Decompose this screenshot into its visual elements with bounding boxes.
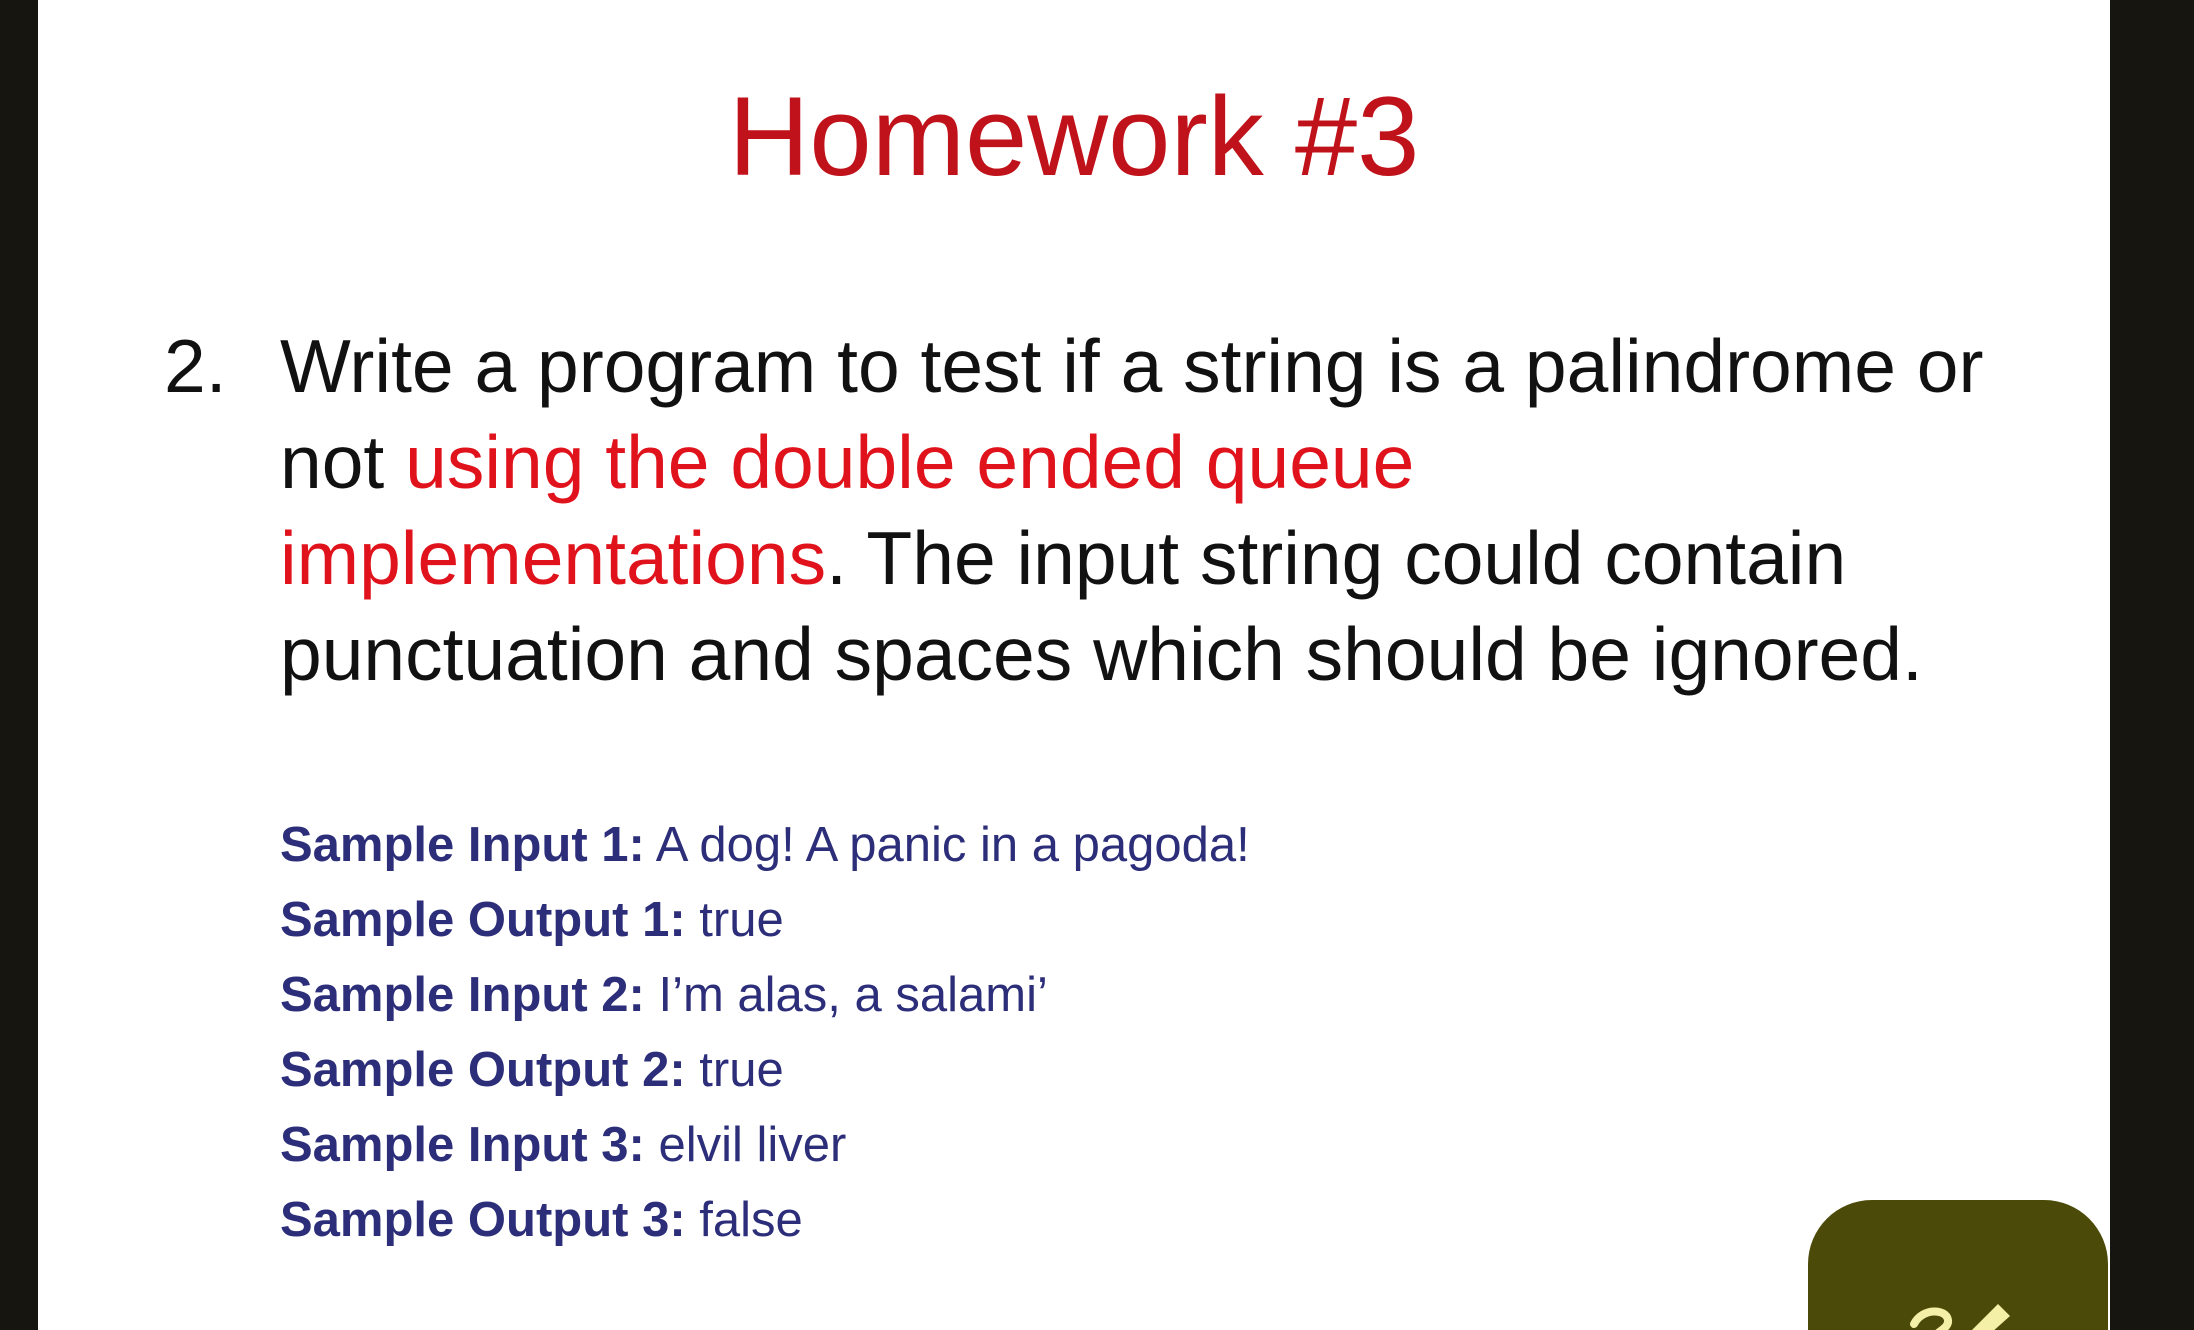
item-text-part1: Write a program to test if a string is a palindrome or not: [280, 324, 1984, 504]
sample-list: [280, 812, 1680, 1262]
slide-title: Homework #3: [728, 74, 1420, 199]
sample-value: true: [699, 893, 784, 947]
item-text-part2: . The input string could contain punctuation and spaces which should be ignored.: [280, 516, 1923, 696]
sample-line: [280, 887, 1680, 962]
sample-line: [280, 1187, 1680, 1262]
sample-line: [280, 1037, 1680, 1112]
edit-pen-icon: [1908, 1290, 2018, 1330]
sample-value: I’m alas, a salami’: [658, 968, 1048, 1022]
sample-label: Sample Input 1:: [280, 818, 645, 872]
sample-value: true: [699, 1043, 784, 1097]
sample-value: A dog! A panic in a pagoda!: [655, 818, 1250, 872]
sample-label: Sample Input 2:: [280, 968, 645, 1022]
edit-fab-button[interactable]: [1808, 1200, 2108, 1330]
sample-line: [280, 1112, 1680, 1187]
sample-line: [280, 812, 1680, 887]
sample-label: Sample Input 3:: [280, 1118, 645, 1172]
item-text-highlight: using the double ended queue implementations: [280, 420, 1415, 600]
sample-value: false: [699, 1193, 803, 1247]
sample-line: [280, 962, 1680, 1037]
sample-label: Sample Output 1:: [280, 893, 686, 947]
slide: [38, 0, 2110, 1330]
item-text: [280, 318, 2000, 702]
sample-label: Sample Output 2:: [280, 1043, 686, 1097]
sample-value: elvil liver: [658, 1118, 847, 1172]
sample-label: Sample Output 3:: [280, 1193, 686, 1247]
item-number: 2.: [164, 324, 227, 408]
